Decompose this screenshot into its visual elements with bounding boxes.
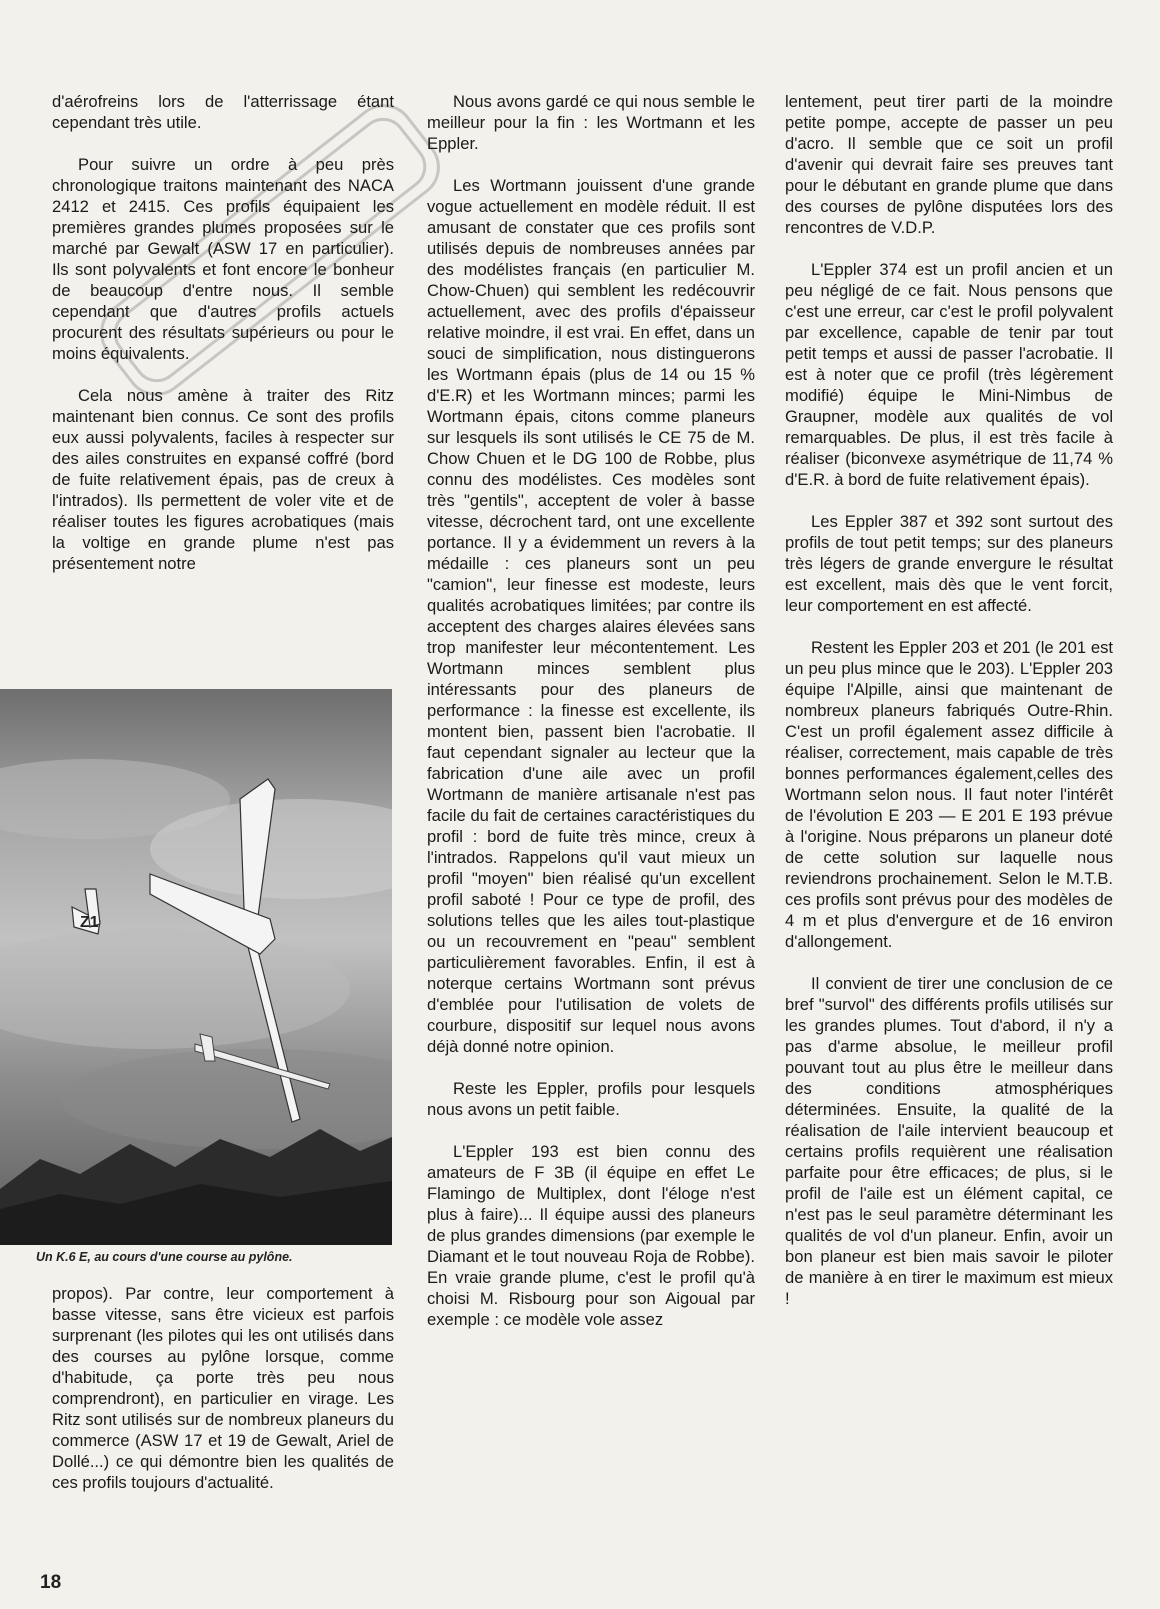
column-1-top: [52, 91, 394, 574]
column-1-bottom: [52, 1283, 394, 1493]
column-3: [785, 91, 1113, 1309]
glider-photo: [0, 689, 392, 1245]
column-2: [427, 91, 755, 1330]
paragraph: d'aérofreins lors de l'atterrissage étant cependant très utile.: [52, 92, 394, 132]
paragraph: Pour suivre un ordre à peu près chronologique traitons maintenant des NACA 2412 et 2415. Ces profils équipaient les premières grandes plumes proposées sur le marché par Gewalt (ASW 17 en particulier). Ils sont polyvalents et font encore le bonheur de beaucoup d'entre nous. Il semble cependant que d'autres profils actuels procurent des résultats supérieurs ou pour le moins équivalents.: [52, 155, 394, 363]
paragraph: Il convient de tirer une conclusion de ce bref "survol" des différents profils utilisés sur les grandes plumes. Tout d'abord, il n'y a pas d'arme absolue, le meilleur profil pouvant tout au plus être le meilleur dans des conditions atmosphériques déterminées. Ensuite, la qualité de la réalisation de l'aile intervient beaucoup et certains profils requièrent une réalisation parfaite pour être efficaces; de plus, si le profil de l'aile est un élément capital, ce n'est pas le seul paramètre déterminant les qualités de vol d'un planeur. Enfin, avoir un bon planeur est bien mais savoir le piloter de manière à en tirer le maximum est mieux !: [785, 974, 1113, 1308]
paragraph: propos). Par contre, leur comportement à basse vitesse, sans être vicieux est parfois surprenant (les pilotes qui les ont utilisés dans des courses au pylône lorsque, comme d'habitude, ça porte très peu nous comprendront), en particulier en virage. Les Ritz sont utilisés sur de nombreux planeurs du commerce (ASW 17 et 19 de Gewalt, Ariel de Dollé...) ce qui démontre bien les qualités de ces profils toujours d'actualité.: [52, 1284, 394, 1492]
page-number: 18: [40, 1572, 62, 1593]
paragraph: Restent les Eppler 203 et 201 (le 201 est un peu plus mince que le 203). L'Eppler 203 équipe l'Alpille, ainsi que maintenant de nombreux planeurs fabriqués Outre-Rhin. C'est un profil également assez difficile à réaliser, correctement, mais capable de très bonnes performances également,celles des Wortmann selon nous. Il faut noter l'intérêt de l'évolution E 203 — E 201 E 193 prévue à l'origine. Nous préparons un planeur doté de cette solution sur laquelle nous reviendrons prochainement. Selon le M.T.B. ces profils sont prévus pour des modèles de 4 m et plus d'envergure et de 16 environ d'allongement.: [785, 638, 1113, 951]
glider-photo-illustration: [0, 689, 392, 1245]
paragraph: Reste les Eppler, profils pour lesquels nous avons un petit faible.: [427, 1079, 755, 1119]
glider-marking: Z1: [80, 914, 99, 931]
photo-caption: Un K.6 E, au cours d'une course au pylône.: [36, 1250, 293, 1264]
paragraph: Les Wortmann jouissent d'une grande vogue actuellement en modèle réduit. Il est amusant de constater que ces profils sont utilisés depuis de nombreuses années par des modélistes français (en particulier M. Chow-Chuen) qui semblent les redécouvrir actuellement, avec des profils d'épaisseur relative moindre, il est vrai. En effet, dans un souci de simplification, nous distinguerons les Wortmann épais (plus de 14 ou 15 % d'E.R) et les Wortmann minces; parmi les Wortmann épais, citons comme planeurs sur lesquels ils sont utilisés le CE 75 de M. Chow Chuen et le DG 100 de Robbe, plus connu des modélistes. Ces modèles sont très "gentils", acceptent de voler à basse vitesse, décrochent tard, ont une excellente portance. Il y a évidemment un revers à la médaille : ces planeurs sont un peu "camion", leur finesse est modeste, leurs qualités acrobatiques limitées; par contre ils acceptent des charges alaires élevées sans trop manifester leur mécontentement. Les Wortmann minces semblent plus intéressants pour des planeurs de performance : la finesse est excellente, ils montent bien, passent bien l'acrobatie. Il faut cependant signaler au lecteur que la fabrication d'une aile avec un profil Wortmann de manière artisanale n'est pas facile du fait de certaines caractéristiques du profil : bord de fuite très mince, creux à l'intrados. Rappelons qu'il vaut mieux un profil "moyen" bien réalisé qu'un excellent profil saboté ! Pour ce type de profil, des solutions telles que les ailes tout-plastique ou un recouvrement en "peau" semblent particulièrement favorables. Enfin, il est à noterque certains Wortmann sont prévus d'emblée pour l'utilisation de volets de courbure, dispositif sur lequel nous avons déjà donné notre opinion.: [427, 176, 755, 1056]
paragraph: Les Eppler 387 et 392 sont surtout des profils de tout petit temps; sur des planeurs très légers de grande envergure le résultat est excellent, mais dès que le vent forcit, leur comportement en est affecté.: [785, 512, 1113, 615]
paragraph: lentement, peut tirer parti de la moindre petite pompe, accepte de passer un peu d'acro. Il semble que ce soit un profil d'avenir qui devrait faire ses preuves tant pour le débutant en grande plume que dans des courses de pylône disputées lors des rencontres de V.D.P.: [785, 92, 1113, 237]
paragraph: Nous avons gardé ce qui nous semble le meilleur pour la fin : les Wortmann et les Eppler.: [427, 92, 755, 153]
paragraph: Cela nous amène à traiter des Ritz maintenant bien connus. Ce sont des profils eux aussi polyvalents, faciles à respecter sur des ailes construites en expansé coffré (bord de fuite relativement épais, pas de creux à l'intrados). Ils permettent de voler vite et de réaliser toutes les figures acrobatiques (mais la voltige en grande plume n'est pas présentement notre: [52, 386, 394, 573]
paragraph: L'Eppler 193 est bien connu des amateurs de F 3B (il équipe en effet Le Flamingo de Multiplex, dont l'éloge n'est plus à faire)... Il équipe aussi des planeurs de plus grandes dimensions (par exemple le Diamant et le tout nouveau Roja de Robbe). En vraie grande plume, c'est le profil qu'à choisi M. Risbourg pour son Aigoual par exemple : ce modèle vole assez: [427, 1142, 755, 1329]
paragraph: L'Eppler 374 est un profil ancien et un peu négligé de ce fait. Nous pensons que c'est une erreur, car c'est le profil polyvalent par excellence, capable de tenir par tout petit temps et aussi de passer l'acrobatie. Il est à noter que ce profil (très légèrement modifié) équipe le Mini-Nimbus de Graupner, modèle aux qualités de vol remarquables. De plus, il est très facile à réaliser (biconvexe asymétrique de 11,74 % d'E.R. à bord de fuite relativement épais).: [785, 260, 1113, 489]
